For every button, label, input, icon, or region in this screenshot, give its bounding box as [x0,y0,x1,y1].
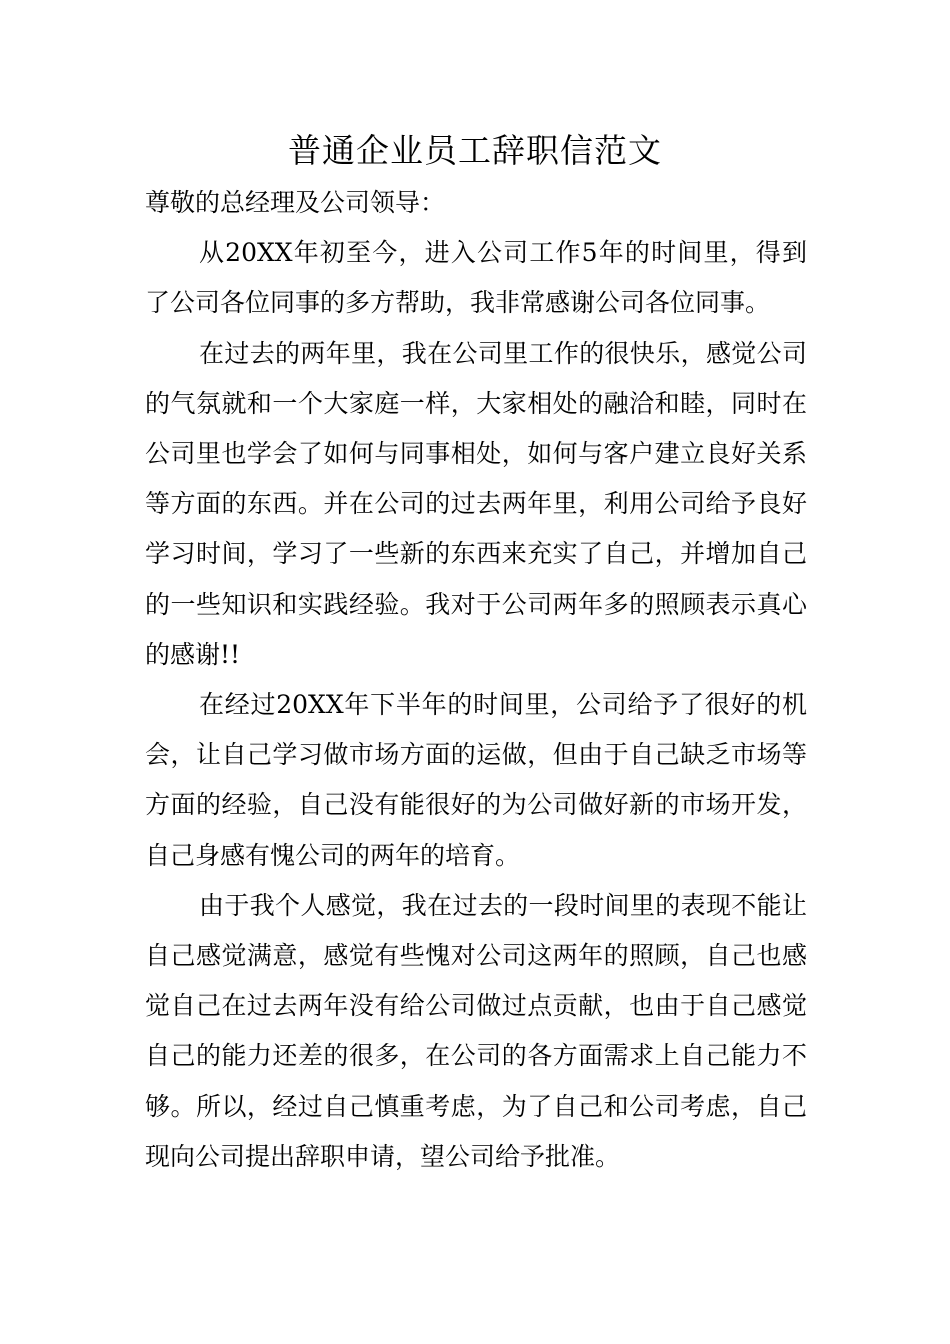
paragraph-4: 由于我个人感觉，我在过去的一段时间里的表现不能让自己感觉满意，感觉有些愧对公司这两年的照顾，自己也感觉自己在过去两年没有给公司做过点贡献，也由于自己感觉自己的能力还差的很多，在公司的各方面需求上自己能力不够。所以，经过自己慎重考虑，为了自己和公司考虑，自己现向公司提出辞职申请，望公司给予批准。 [145,890,807,1171]
letter-body [145,178,807,1182]
salutation: 尊敬的总经理及公司领导： [145,188,446,217]
paragraph-1: 从20XX年初至今，进入公司工作5年的时间里，得到了公司各位同事的多方帮助，我非常感谢公司各位同事。 [145,238,807,318]
paragraph-2: 在过去的两年里，我在公司里工作的很快乐，感觉公司的气氛就和一个大家庭一样，大家相处的融洽和睦，同时在公司里也学会了如何与同事相处，如何与客户建立良好关系等方面的东西。并在公司的过去两年里，利用公司给予良好学习时间，学习了一些新的东西来充实了自己，并增加自己的一些知识和实践经验。我对于公司两年多的照顾表示真心的感谢!! [145,338,807,669]
paragraph-3: 在经过20XX年下半年的时间里，公司给予了很好的机会，让自己学习做市场方面的运做，但由于自己缺乏市场等方面的经验，自己没有能很好的为公司做好新的市场开发，自己身感有愧公司的两年的培育。 [145,690,807,870]
document-title: 普通企业员工辞职信范文 [288,131,662,170]
